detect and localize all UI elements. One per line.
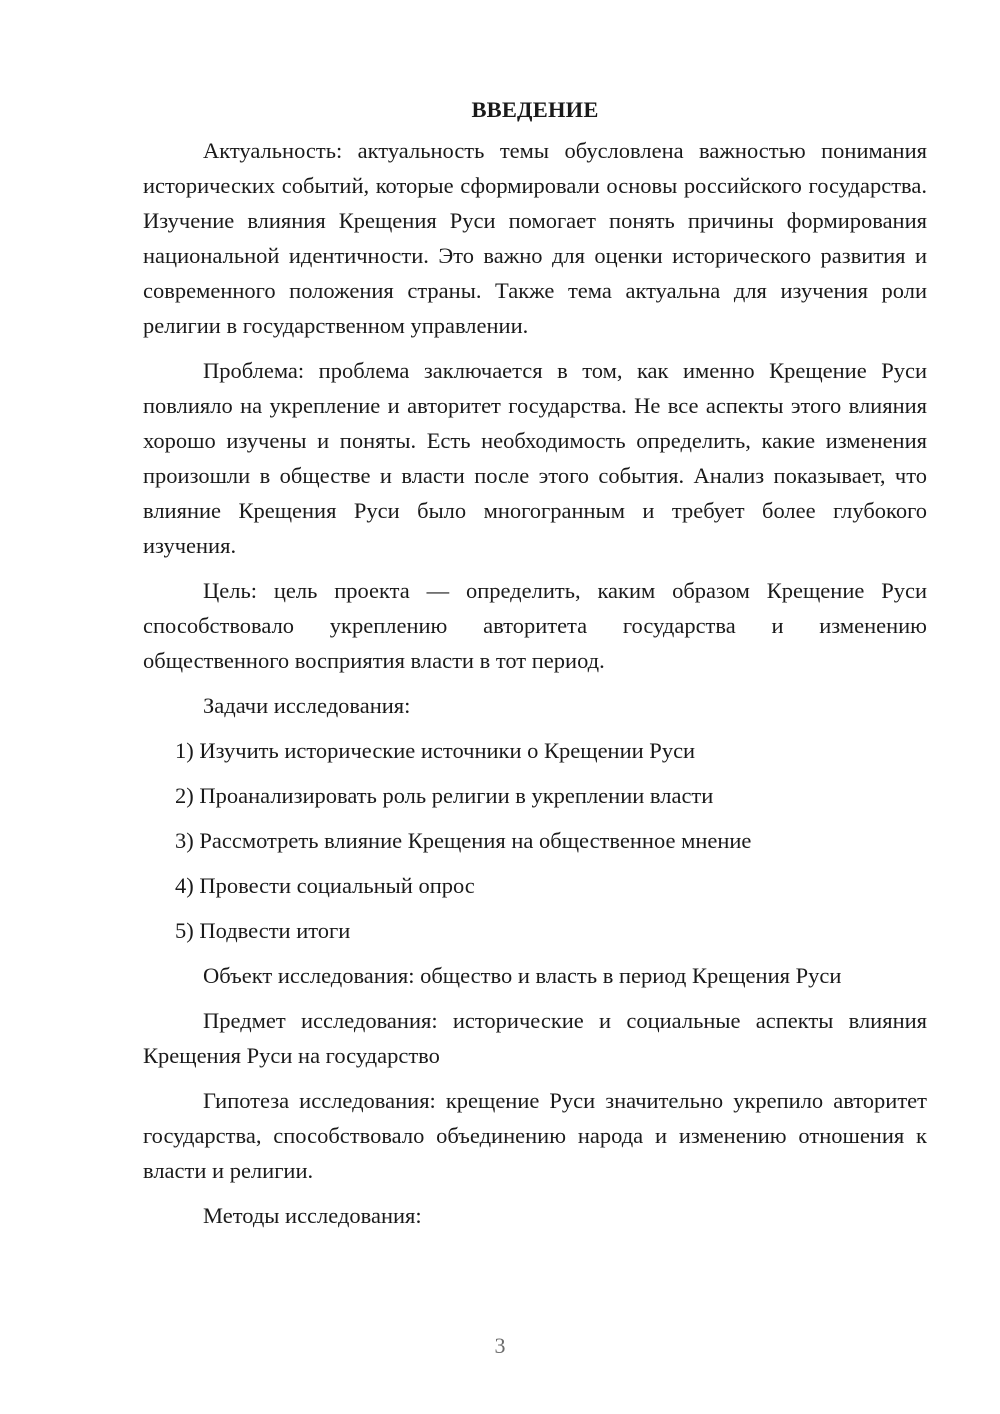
page-number: 3 — [494, 1333, 506, 1358]
list-item: 2) Проанализировать роль религии в укреплении власти — [175, 783, 714, 808]
goal-paragraph: Цель: цель проекта — определить, каким образом Крещение Руси способствовало укреплению авторитета государства и изменению общественного восприятия власти в тот период. — [143, 578, 927, 673]
methods-heading: Методы исследования: — [203, 1203, 422, 1228]
problem-paragraph: Проблема: проблема заключается в том, как именно Крещение Руси повлияло на укрепление и авторитет государства. Не все аспекты этого влияния хорошо изучены и поняты. Есть необходимость определить, какие изменения произошли в обществе и власти после этого события. Анализ показывает, что влияние Крещения Руси было многогранным и требует более глубокого изучения. — [143, 358, 927, 558]
relevance-paragraph: Актуальность: актуальность темы обусловлена важностью понимания исторических событий, которые сформировали основы российского государства. Изучение влияния Крещения Руси помогает понять причины формирования национальной идентичности. Это важно для оценки исторического развития и современного положения страны. Также тема актуальна для изучения роли религии в государственном управлении. — [143, 138, 927, 338]
object-paragraph: Объект исследования: общество и власть в период Крещения Руси — [203, 963, 842, 988]
tasks-list — [143, 733, 927, 948]
tasks-heading: Задачи исследования: — [203, 693, 411, 718]
page-content — [143, 92, 927, 1243]
list-item: 1) Изучить исторические источники о Крещении Руси — [175, 738, 696, 763]
section-title: ВВЕДЕНИЕ — [471, 97, 599, 122]
hypothesis-paragraph: Гипотеза исследования: крещение Руси значительно укрепило авторитет государства, способствовало объединению народа и изменению отношения к власти и религии. — [143, 1088, 927, 1183]
subject-paragraph: Предмет исследования: исторические и социальные аспекты влияния Крещения Руси на государство — [143, 1008, 927, 1068]
list-item: 4) Провести социальный опрос — [175, 873, 475, 898]
list-item: 3) Рассмотреть влияние Крещения на общественное мнение — [175, 828, 752, 853]
list-item: 5) Подвести итоги — [175, 918, 351, 943]
